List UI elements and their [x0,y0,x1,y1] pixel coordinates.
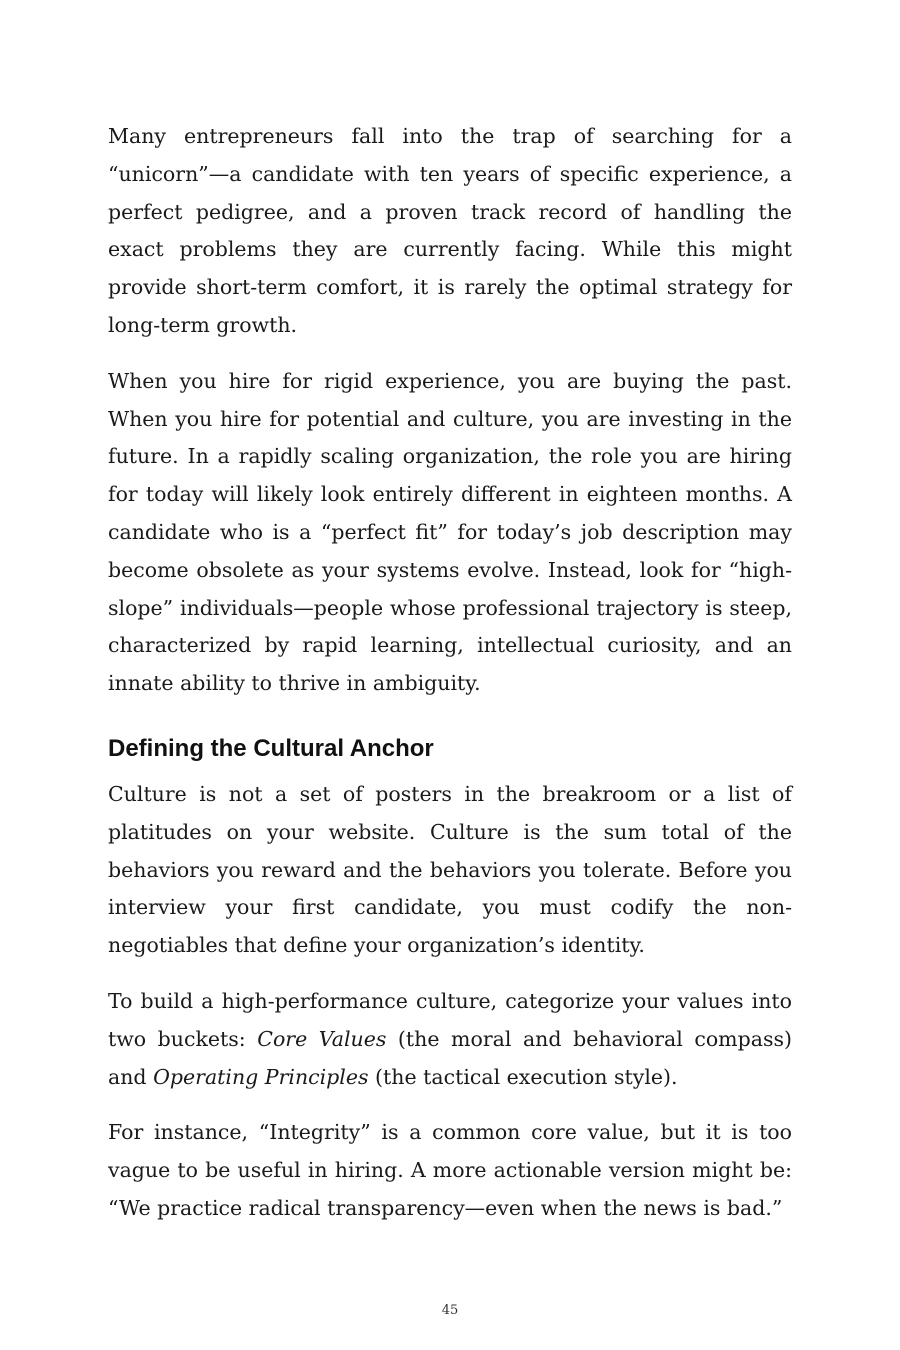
buckets-lead-text: To build a high-performance culture, categorize your values into two buckets: [108,988,792,1051]
paragraph-integrity-example: For instance, “Integrity” is a common core value, but it is too vague to be useful in hiring. A more actionable version might be: “We practice radical transparency—even when the news is bad.” [108,1120,792,1220]
paragraph-culture-definition: Culture is not a set of posters in the breakroom or a list of platitudes on your website. Culture is the sum total of the behaviors you reward and the behaviors you tolerate. Before you interview your first candidate, you must codify the non-negotiables that define your organization’s identity. [108,781,792,958]
paragraph-value-buckets [108,983,792,1096]
page-number: 45 [441,1303,459,1318]
buckets-mid-text: (the moral and behavioral compass) and [108,1026,793,1089]
buckets-tail-text: (the tactical execution style). [368,1064,678,1089]
term-core-values: Core Values [257,1026,387,1051]
paragraph-experience-vs-potential: When you hire for rigid experience, you are buying the past. When you hire for potential and culture, you are investing in the future. In a rapidly scaling organization, the role you are hiring for today will likely look entirely different in eighteen months. A candidate who is a “perfect fit” for today’s job description may become obsolete as your systems evolve. Instead, look for “high-slope” individuals—people whose professional trajectory is steep, characterized by rapid learning, intellectual curiosity, and an innate ability to thrive in ambiguity. [108,368,792,696]
section-heading: Defining the Cultural Anchor [108,734,434,762]
page-body [108,118,792,1246]
term-operating-principles: Operating Principles [153,1064,369,1089]
paragraph-unicorn: Many entrepreneurs fall into the trap of searching for a “unicorn”—a candidate with ten years of specific experience, a perfect pedigree, and a proven track record of handling the exact problems they are currently facing. While this might provide short-term comfort, it is rarely the optimal strategy for long-term growth. [108,124,792,337]
